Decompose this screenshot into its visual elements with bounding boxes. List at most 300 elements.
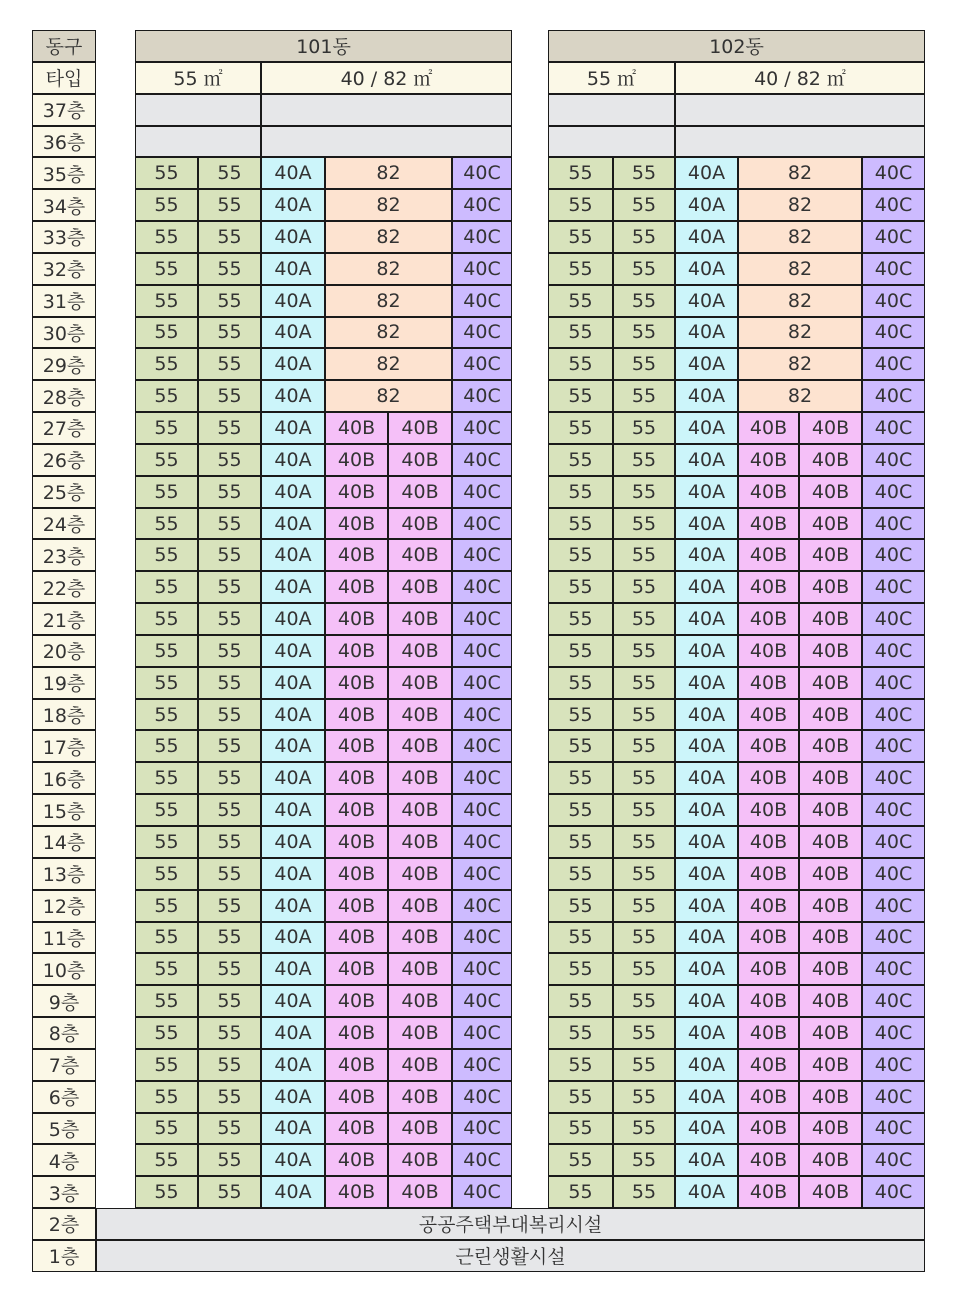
unit-cell: 40B xyxy=(799,1113,862,1145)
unit-cell: 40C xyxy=(862,508,925,540)
unit-cell: 40C xyxy=(452,858,512,890)
unit-cell: 40C xyxy=(452,348,512,380)
unit-cell: 55 xyxy=(613,348,675,380)
unit-cell: 40C xyxy=(862,1176,925,1208)
unit-cell: 55 xyxy=(548,253,613,285)
unit-cell: 40B xyxy=(799,603,862,635)
floor-label: 11층 xyxy=(32,922,96,954)
floor-label: 37층 xyxy=(32,94,96,126)
unit-cell: 40C xyxy=(862,730,925,762)
unit-cell: 40C xyxy=(452,667,512,699)
floor-label: 19층 xyxy=(32,667,96,699)
unit-cell: 40B xyxy=(325,826,388,858)
unit-cell: 40B xyxy=(388,667,452,699)
unit-cell: 82 xyxy=(325,317,452,349)
unit-cell: 40A xyxy=(675,253,738,285)
unit-cell: 55 xyxy=(198,890,261,922)
unit-cell: 40B xyxy=(738,539,799,571)
unit-cell: 40C xyxy=(452,699,512,731)
unit-cell: 40B xyxy=(388,858,452,890)
unit-cell: 40B xyxy=(799,699,862,731)
unit-cell: 55 xyxy=(198,380,261,412)
unit-cell: 55 xyxy=(548,794,613,826)
unit-cell: 40A xyxy=(675,1176,738,1208)
unit-cell: 55 xyxy=(135,444,198,476)
unit-cell: 40B xyxy=(388,985,452,1017)
unit-cell: 55 xyxy=(135,1113,198,1145)
facility-label: 근린생활시설 xyxy=(96,1240,925,1272)
unit-cell: 40C xyxy=(862,253,925,285)
unit-cell: 40C xyxy=(452,826,512,858)
unit-cell: 40B xyxy=(738,508,799,540)
unit-cell: 55 xyxy=(548,922,613,954)
unit-cell: 55 xyxy=(198,699,261,731)
type-label: 타입 xyxy=(32,62,96,94)
unit-cell: 40A xyxy=(261,985,325,1017)
unit-cell: 55 xyxy=(198,603,261,635)
unit-cell: 55 xyxy=(135,890,198,922)
unit-cell: 55 xyxy=(198,635,261,667)
unit-cell: 55 xyxy=(135,858,198,890)
unit-cell: 55 xyxy=(548,985,613,1017)
unit-cell: 40B xyxy=(325,635,388,667)
unit-cell: 40B xyxy=(325,953,388,985)
unit-cell: 55 xyxy=(198,1144,261,1176)
floor-label: 22층 xyxy=(32,571,96,603)
unit-cell: 55 xyxy=(135,571,198,603)
unit-cell: 40B xyxy=(799,985,862,1017)
unit-cell: 55 xyxy=(613,253,675,285)
unit-cell: 40C xyxy=(862,1081,925,1113)
unit-cell: 40A xyxy=(261,412,325,444)
unit-cell: 40C xyxy=(452,1049,512,1081)
unit-cell: 40B xyxy=(799,794,862,826)
unit-cell: 55 xyxy=(135,380,198,412)
unit-cell: 40B xyxy=(388,1081,452,1113)
unit-cell: 40A xyxy=(675,317,738,349)
unit-cell: 40B xyxy=(388,1144,452,1176)
unit-cell: 40B xyxy=(388,699,452,731)
floor-label: 8층 xyxy=(32,1017,96,1049)
unit-cell: 40C xyxy=(862,189,925,221)
unit-cell: 40B xyxy=(738,1017,799,1049)
unit-cell: 40C xyxy=(862,985,925,1017)
unit-cell: 82 xyxy=(738,317,862,349)
unit-cell: 55 xyxy=(613,635,675,667)
unit-cell: 55 xyxy=(548,1144,613,1176)
floor-label: 26층 xyxy=(32,444,96,476)
unit-cell: 40B xyxy=(388,890,452,922)
unit-cell: 40A xyxy=(261,603,325,635)
floor-label: 20층 xyxy=(32,635,96,667)
unit-cell: 40A xyxy=(261,348,325,380)
unit-cell: 55 xyxy=(135,317,198,349)
unit-cell: 55 xyxy=(613,762,675,794)
unit-cell: 55 xyxy=(198,1113,261,1145)
unit-cell: 40A xyxy=(675,635,738,667)
unit-cell: 40C xyxy=(862,794,925,826)
unit-cell: 40C xyxy=(452,412,512,444)
empty-floor-cell xyxy=(261,126,512,158)
unit-cell: 40B xyxy=(799,571,862,603)
unit-cell: 40B xyxy=(799,1176,862,1208)
unit-cell: 55 xyxy=(198,317,261,349)
unit-cell: 40B xyxy=(799,476,862,508)
unit-cell: 40A xyxy=(261,635,325,667)
unit-cell: 40C xyxy=(862,603,925,635)
unit-cell: 55 xyxy=(548,348,613,380)
unit-cell: 40C xyxy=(452,157,512,189)
unit-cell: 40B xyxy=(325,794,388,826)
unit-cell: 55 xyxy=(613,157,675,189)
unit-cell: 55 xyxy=(198,858,261,890)
unit-cell: 40A xyxy=(261,189,325,221)
floor-label: 32층 xyxy=(32,253,96,285)
unit-cell: 40A xyxy=(261,253,325,285)
unit-cell: 40A xyxy=(261,667,325,699)
unit-cell: 40B xyxy=(388,603,452,635)
unit-cell: 40B xyxy=(738,603,799,635)
empty-floor-cell xyxy=(548,94,675,126)
floor-label: 17층 xyxy=(32,730,96,762)
unit-cell: 55 xyxy=(198,221,261,253)
unit-cell: 55 xyxy=(613,922,675,954)
unit-cell: 82 xyxy=(325,221,452,253)
floor-label: 14층 xyxy=(32,826,96,858)
floor-label: 30층 xyxy=(32,317,96,349)
unit-cell: 55 xyxy=(548,539,613,571)
floor-label: 6층 xyxy=(32,1081,96,1113)
unit-cell: 40A xyxy=(261,858,325,890)
unit-cell: 55 xyxy=(613,1176,675,1208)
unit-cell: 40B xyxy=(738,953,799,985)
unit-cell: 40C xyxy=(862,412,925,444)
empty-floor-cell xyxy=(135,94,261,126)
unit-cell: 55 xyxy=(198,953,261,985)
unit-cell: 55 xyxy=(135,922,198,954)
unit-cell: 55 xyxy=(613,794,675,826)
unit-cell: 55 xyxy=(135,157,198,189)
unit-cell: 40B xyxy=(738,699,799,731)
unit-cell: 40C xyxy=(452,508,512,540)
unit-cell: 40A xyxy=(261,1113,325,1145)
unit-cell: 40A xyxy=(261,890,325,922)
unit-cell: 40C xyxy=(452,317,512,349)
unit-cell: 55 xyxy=(135,667,198,699)
unit-cell: 40B xyxy=(738,922,799,954)
unit-cell: 55 xyxy=(548,221,613,253)
floor-label: 28층 xyxy=(32,380,96,412)
unit-cell: 40B xyxy=(325,730,388,762)
unit-cell: 40C xyxy=(452,221,512,253)
unit-cell: 40B xyxy=(388,539,452,571)
unit-cell: 40B xyxy=(325,1017,388,1049)
unit-cell: 55 xyxy=(135,635,198,667)
floor-label: 3층 xyxy=(32,1176,96,1208)
floor-label: 16층 xyxy=(32,762,96,794)
unit-cell: 40B xyxy=(325,985,388,1017)
unit-cell: 40C xyxy=(862,667,925,699)
unit-cell: 55 xyxy=(613,858,675,890)
unit-cell: 55 xyxy=(548,380,613,412)
unit-cell: 40B xyxy=(325,1049,388,1081)
unit-cell: 40B xyxy=(738,571,799,603)
unit-cell: 82 xyxy=(325,157,452,189)
unit-cell: 40A xyxy=(675,539,738,571)
unit-cell: 40B xyxy=(738,890,799,922)
unit-cell: 40B xyxy=(738,730,799,762)
unit-cell: 55 xyxy=(613,317,675,349)
unit-cell: 40B xyxy=(325,762,388,794)
unit-cell: 40A xyxy=(261,826,325,858)
unit-cell: 40A xyxy=(675,1017,738,1049)
unit-cell: 40B xyxy=(325,539,388,571)
unit-cell: 40B xyxy=(738,1113,799,1145)
unit-cell: 55 xyxy=(613,603,675,635)
unit-cell: 55 xyxy=(135,476,198,508)
floor-label: 21층 xyxy=(32,603,96,635)
unit-cell: 40A xyxy=(675,1049,738,1081)
floor-label: 35층 xyxy=(32,157,96,189)
floor-label: 33층 xyxy=(32,221,96,253)
floor-label: 29층 xyxy=(32,348,96,380)
unit-cell: 40C xyxy=(452,953,512,985)
floor-label: 13층 xyxy=(32,858,96,890)
unit-cell: 55 xyxy=(613,444,675,476)
unit-cell: 40A xyxy=(675,667,738,699)
unit-cell: 40B xyxy=(799,412,862,444)
unit-cell: 55 xyxy=(548,699,613,731)
unit-cell: 55 xyxy=(135,539,198,571)
unit-cell: 40B xyxy=(799,1049,862,1081)
unit-cell: 55 xyxy=(613,285,675,317)
unit-cell: 55 xyxy=(548,826,613,858)
unit-cell: 55 xyxy=(613,1049,675,1081)
unit-cell: 40A xyxy=(675,508,738,540)
unit-cell: 55 xyxy=(135,603,198,635)
unit-cell: 40C xyxy=(452,253,512,285)
unit-cell: 40B xyxy=(799,922,862,954)
unit-cell: 40A xyxy=(261,1017,325,1049)
unit-cell: 55 xyxy=(198,189,261,221)
unit-cell: 55 xyxy=(613,826,675,858)
unit-cell: 55 xyxy=(613,1113,675,1145)
unit-cell: 40C xyxy=(862,348,925,380)
unit-cell: 40B xyxy=(388,508,452,540)
unit-cell: 40B xyxy=(388,826,452,858)
unit-cell: 55 xyxy=(198,348,261,380)
unit-cell: 55 xyxy=(613,189,675,221)
unit-cell: 40B xyxy=(325,508,388,540)
unit-cell: 40C xyxy=(862,539,925,571)
unit-cell: 40B xyxy=(738,794,799,826)
unit-cell: 40B xyxy=(325,412,388,444)
unit-cell: 55 xyxy=(198,476,261,508)
unit-cell: 82 xyxy=(738,157,862,189)
unit-cell: 40B xyxy=(325,444,388,476)
unit-cell: 55 xyxy=(135,508,198,540)
unit-cell: 55 xyxy=(135,762,198,794)
unit-cell: 40C xyxy=(452,985,512,1017)
unit-cell: 40C xyxy=(452,603,512,635)
empty-floor-cell xyxy=(135,126,261,158)
unit-cell: 40B xyxy=(325,1144,388,1176)
unit-cell: 55 xyxy=(198,730,261,762)
unit-cell: 40A xyxy=(261,1176,325,1208)
unit-cell: 40A xyxy=(261,539,325,571)
unit-cell: 40A xyxy=(261,157,325,189)
unit-cell: 40A xyxy=(675,476,738,508)
unit-cell: 55 xyxy=(135,1049,198,1081)
unit-cell: 40C xyxy=(452,922,512,954)
unit-cell: 82 xyxy=(738,189,862,221)
unit-cell: 40C xyxy=(452,380,512,412)
unit-cell: 55 xyxy=(613,412,675,444)
unit-cell: 40B xyxy=(388,922,452,954)
floor-label: 1층 xyxy=(32,1240,96,1272)
unit-cell: 40B xyxy=(738,667,799,699)
unit-cell: 55 xyxy=(613,380,675,412)
unit-cell: 40C xyxy=(862,922,925,954)
unit-cell: 40C xyxy=(862,285,925,317)
unit-cell: 40C xyxy=(862,699,925,731)
unit-cell: 40B xyxy=(388,794,452,826)
floor-label: 10층 xyxy=(32,953,96,985)
unit-cell: 40A xyxy=(261,317,325,349)
empty-floor-cell xyxy=(675,126,925,158)
unit-cell: 40B xyxy=(325,922,388,954)
unit-cell: 55 xyxy=(135,826,198,858)
unit-cell: 40B xyxy=(388,444,452,476)
unit-cell: 40C xyxy=(452,476,512,508)
unit-cell: 40B xyxy=(799,667,862,699)
floor-label: 12층 xyxy=(32,890,96,922)
unit-cell: 55 xyxy=(135,189,198,221)
unit-cell: 40A xyxy=(261,1049,325,1081)
unit-cell: 40A xyxy=(675,922,738,954)
floor-label: 2층 xyxy=(32,1208,96,1240)
unit-cell: 40A xyxy=(261,380,325,412)
unit-cell: 55 xyxy=(198,922,261,954)
unit-cell: 40B xyxy=(799,508,862,540)
unit-cell: 40B xyxy=(799,826,862,858)
unit-cell: 55 xyxy=(135,699,198,731)
unit-cell: 40B xyxy=(738,826,799,858)
unit-cell: 55 xyxy=(548,444,613,476)
unit-cell: 40A xyxy=(261,762,325,794)
unit-cell: 55 xyxy=(198,762,261,794)
unit-cell: 40C xyxy=(862,476,925,508)
unit-cell: 55 xyxy=(135,1144,198,1176)
unit-cell: 40B xyxy=(325,858,388,890)
unit-cell: 55 xyxy=(548,1081,613,1113)
unit-cell: 40A xyxy=(261,922,325,954)
unit-cell: 55 xyxy=(548,157,613,189)
unit-cell: 40B xyxy=(388,635,452,667)
unit-cell: 55 xyxy=(135,253,198,285)
unit-cell: 40B xyxy=(799,890,862,922)
unit-cell: 40A xyxy=(261,476,325,508)
unit-cell: 55 xyxy=(613,476,675,508)
unit-cell: 55 xyxy=(135,1081,198,1113)
floor-label: 36층 xyxy=(32,126,96,158)
unit-cell: 40B xyxy=(388,571,452,603)
unit-cell: 40C xyxy=(452,1081,512,1113)
unit-cell: 40C xyxy=(452,730,512,762)
unit-cell: 40A xyxy=(261,699,325,731)
unit-cell: 40B xyxy=(388,762,452,794)
floor-label: 31층 xyxy=(32,285,96,317)
unit-cell: 55 xyxy=(613,667,675,699)
floor-label: 25층 xyxy=(32,476,96,508)
unit-cell: 55 xyxy=(198,285,261,317)
facility-label: 공공주택부대복리시설 xyxy=(96,1208,925,1240)
unit-cell: 55 xyxy=(548,189,613,221)
unit-cell: 55 xyxy=(198,444,261,476)
unit-cell: 55 xyxy=(548,1049,613,1081)
unit-cell: 40A xyxy=(675,953,738,985)
unit-cell: 55 xyxy=(613,508,675,540)
unit-cell: 82 xyxy=(738,380,862,412)
unit-cell: 40C xyxy=(862,762,925,794)
unit-cell: 40A xyxy=(261,444,325,476)
floor-label: 5층 xyxy=(32,1113,96,1145)
unit-cell: 40B xyxy=(325,476,388,508)
empty-floor-cell xyxy=(548,126,675,158)
building-name: 101동 xyxy=(135,30,512,62)
floor-label: 15층 xyxy=(32,794,96,826)
unit-cell: 40C xyxy=(862,380,925,412)
unit-type-55: 55 ㎡ xyxy=(548,62,675,94)
unit-cell: 55 xyxy=(135,285,198,317)
unit-cell: 40B xyxy=(738,1144,799,1176)
unit-cell: 55 xyxy=(613,890,675,922)
floor-label: 4층 xyxy=(32,1144,96,1176)
unit-cell: 40C xyxy=(862,571,925,603)
unit-cell: 40C xyxy=(862,1144,925,1176)
unit-cell: 40B xyxy=(325,1113,388,1145)
unit-cell: 55 xyxy=(548,317,613,349)
unit-cell: 40B xyxy=(738,858,799,890)
unit-cell: 55 xyxy=(613,221,675,253)
unit-cell: 55 xyxy=(135,348,198,380)
unit-cell: 82 xyxy=(325,380,452,412)
unit-cell: 40B xyxy=(388,476,452,508)
unit-cell: 55 xyxy=(135,221,198,253)
unit-cell: 40A xyxy=(675,985,738,1017)
unit-cell: 55 xyxy=(548,508,613,540)
unit-cell: 55 xyxy=(548,1017,613,1049)
floor-label: 7층 xyxy=(32,1049,96,1081)
unit-cell: 55 xyxy=(548,858,613,890)
unit-cell: 40A xyxy=(261,953,325,985)
unit-cell: 40A xyxy=(675,380,738,412)
unit-cell: 82 xyxy=(738,285,862,317)
unit-cell: 40A xyxy=(261,1144,325,1176)
unit-cell: 40C xyxy=(862,858,925,890)
unit-cell: 40C xyxy=(862,317,925,349)
unit-cell: 40B xyxy=(738,1176,799,1208)
unit-cell: 40B xyxy=(388,1176,452,1208)
unit-cell: 40C xyxy=(452,1113,512,1145)
unit-cell: 40B xyxy=(799,1017,862,1049)
unit-cell: 40C xyxy=(862,1113,925,1145)
unit-cell: 40A xyxy=(675,285,738,317)
unit-cell: 55 xyxy=(135,985,198,1017)
unit-cell: 40B xyxy=(325,1081,388,1113)
unit-cell: 40B xyxy=(738,476,799,508)
unit-cell: 55 xyxy=(198,794,261,826)
